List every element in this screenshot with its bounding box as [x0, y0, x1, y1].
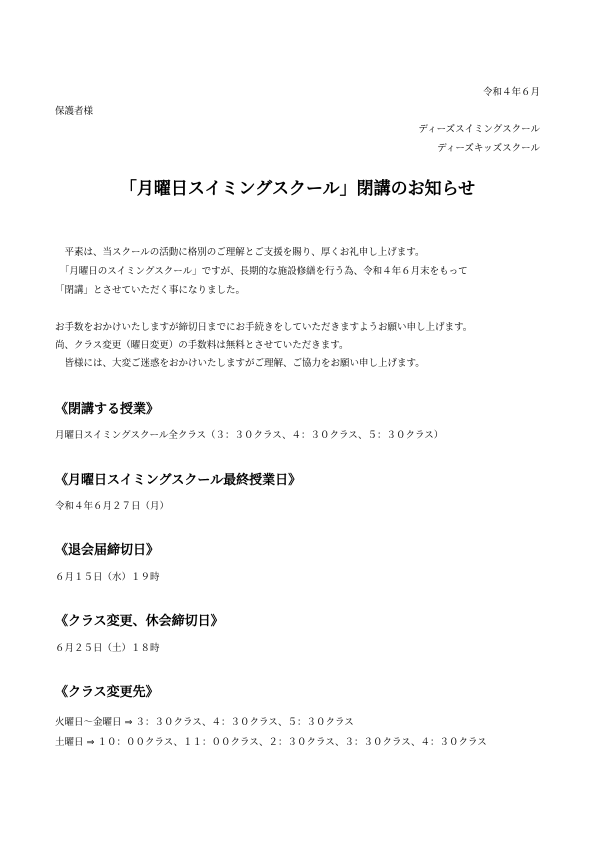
section-detail-change-deadline: ６月２５日（土）１８時: [55, 643, 160, 654]
body-paragraph-3: 「閉講」とさせていただく事になりました。: [55, 285, 246, 296]
section-detail-withdrawal-deadline: ６月１５日（水）１９時: [55, 572, 160, 583]
section-heading-closing-classes: 《閉講する授業》: [55, 402, 160, 417]
body-paragraph-5: 尚、クラス変更（曜日変更）の手数料は無料とさせていただきます。: [55, 340, 349, 351]
section-detail-saturday-options: 土曜日 ⇒ １０：００クラス、１１：００クラス、２：３０クラス、３：３０クラス、４：３０クラス: [55, 737, 487, 748]
section-detail-final-class-date: 令和４年６月２７日（月）: [55, 501, 170, 512]
sender-organization-1: ディーズスイミングスクール: [418, 124, 540, 135]
section-heading-withdrawal-deadline: 《退会届締切日》: [55, 543, 160, 558]
section-detail-weekday-options: 火曜日～金曜日 ⇒ ３：３０クラス、４：３０クラス、５：３０クラス: [55, 717, 354, 728]
document-title: 「月曜日スイミングスクール」閉講のお知らせ: [119, 179, 476, 199]
issue-date: 令和４年６月: [482, 87, 540, 98]
body-paragraph-6: 皆様には、大変ご迷惑をおかけいたしますがご理解、ご協力をお願い申し上げます。: [55, 358, 425, 369]
section-detail-closing-classes: 月曜日スイミングスクール全クラス（３：３０クラス、４：３０クラス、５：３０クラス）: [55, 430, 444, 441]
recipient: 保護者様: [55, 106, 94, 117]
body-paragraph-4: お手数をおかけいたしますが締切日までにお手続きをしていただきますようお願い申し上げます。: [55, 322, 473, 333]
section-heading-transfer-options: 《クラス変更先》: [55, 685, 159, 700]
section-heading-change-deadline: 《クラス変更、休会締切日》: [55, 614, 224, 629]
body-paragraph-1: 平素は、当スクールの活動に格別のご理解とご支援を賜り、厚くお礼申し上げます。: [55, 247, 425, 258]
body-paragraph-2: 「月曜日のスイミングスクール」ですが、長期的な施設修繕を行う為、令和４年６月末をもって: [55, 266, 468, 277]
sender-organization-2: ディーズキッズスクール: [437, 143, 540, 154]
section-heading-final-class-date: 《月曜日スイミングスクール最終授業日》: [55, 473, 302, 488]
